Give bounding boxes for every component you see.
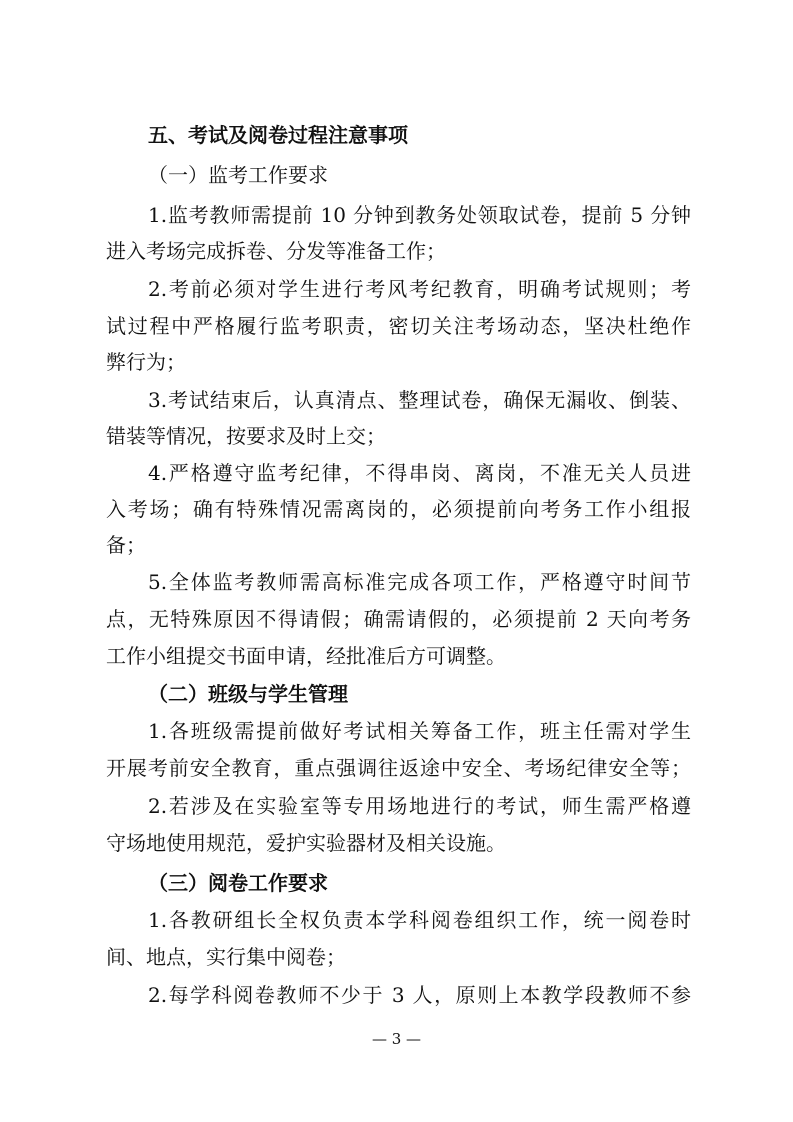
paragraph-line: 5.全体监考教师需高标准完成各项工作，严格遵守时间节 [148, 570, 691, 594]
paragraph-line: 开展考前安全教育，重点强调往返途中安全、考场纪律安全等； [106, 756, 691, 780]
paragraph-line: 2.若涉及在实验室等专用场地进行的考试，师生需严格遵 [148, 794, 691, 818]
paragraph-line: 守场地使用规范，爱护实验器材及相关设施。 [106, 831, 506, 855]
paragraph-line: 间、地点，实行集中阅卷； [106, 945, 346, 969]
paragraph-line: 1.各班级需提前做好考试相关筹备工作，班主任需对学生 [148, 719, 691, 743]
paragraph-line: 备； [106, 533, 146, 557]
paragraph-line: 4.严格遵守监考纪律，不得串岗、离岗，不准无关人员进 [148, 461, 691, 485]
paragraph-line: 试过程中严格履行监考职责，密切关注考场动态，坚决杜绝作 [106, 314, 691, 338]
section-heading: 五、考试及阅卷过程注意事项 [148, 123, 408, 147]
paragraph-line: 进入考场完成拆卷、分发等准备工作； [106, 239, 446, 263]
paragraph-line: 3.考试结束后，认真清点、整理试卷，确保无漏收、倒装、 [148, 388, 691, 412]
subsection-title: （一）监考工作要求 [148, 163, 328, 187]
paragraph-line: 2.每学科阅卷教师不少于 3 人，原则上本教学段教师不参 [148, 983, 691, 1007]
subsection-title: （二）班级与学生管理 [148, 682, 348, 706]
paragraph-line: 工作小组提交书面申请，经批准后方可调整。 [106, 644, 506, 668]
paragraph-line: 1.各教研组长全权负责本学科阅卷组织工作，统一阅卷时 [148, 908, 691, 932]
paragraph-line: 入考场；确有特殊情况需离岗的，必须提前向考务工作小组报 [106, 497, 691, 521]
paragraph-line: 2.考前必须对学生进行考风考纪教育，明确考试规则；考 [148, 277, 691, 301]
paragraph-line: 点，无特殊原因不得请假；确需请假的，必须提前 2 天向考务 [106, 607, 691, 631]
page-number: — 3 — [371, 1030, 422, 1048]
paragraph-line: 1.监考教师需提前 10 分钟到教务处领取试卷，提前 5 分钟 [148, 203, 691, 227]
paragraph-line: 错装等情况，按要求及时上交； [106, 424, 386, 448]
subsection-title: （三）阅卷工作要求 [148, 871, 328, 895]
paragraph-line: 弊行为； [106, 350, 186, 374]
